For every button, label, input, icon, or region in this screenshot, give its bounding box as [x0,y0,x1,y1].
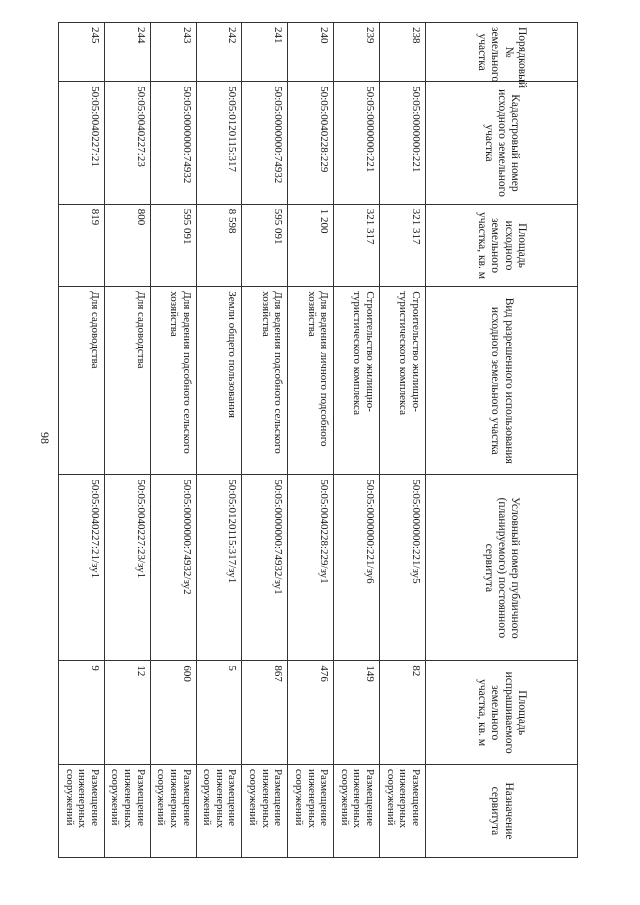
cell-permitted-use: Земли общего пользования [196,287,242,475]
cell-servitude-purpose: Размещение инженерных сооружений [380,764,426,857]
cell-plot-number: 238 [380,23,426,82]
cell-servitude-purpose: Размещение инженерных сооружений [59,764,105,857]
cell-source-area: 321 317 [380,204,426,286]
cell-plot-number: 241 [242,23,288,82]
cell-plot-number: 243 [150,23,196,82]
cell-source-area: 819 [59,204,105,286]
cell-plot-number: 242 [196,23,242,82]
cell-servitude-purpose: Размещение инженерных сооружений [288,764,334,857]
cell-cadastral-number: 50:05:0040227:23 [104,82,150,205]
cell-servitude-purpose: Размещение инженерных сооружений [150,764,196,857]
cell-requested-area: 5 [196,661,242,765]
header-source-area: Площадь исходного земельного участка, кв. м [426,204,578,286]
cell-cadastral-number: 50:05:0040227:21 [59,82,105,205]
cell-cadastral-number: 50:05:0000000:221 [334,82,380,205]
table-row [380,23,426,858]
cell-permitted-use: Для ведения подсобного сельского хозяйства [150,287,196,475]
cell-source-area: 595 091 [242,204,288,286]
cell-servitude-purpose: Размещение инженерных сооружений [334,764,380,857]
table-row [59,23,105,858]
cell-plot-number: 239 [334,23,380,82]
cell-source-area: 321 317 [334,204,380,286]
cell-servitude-number: 50:05:0040227:23/зу1 [104,475,150,661]
cell-permitted-use: Строительство жилищно-туристического комплекса [334,287,380,475]
cell-requested-area: 12 [104,661,150,765]
cell-servitude-number: 50:05:0000000:74932/зу2 [150,475,196,661]
cell-permitted-use: Строительство жилищно-туристического комплекса [380,287,426,475]
table-header-row [426,23,578,858]
header-requested-area: Площадь испрашиваемого земельного участка, кв. м [426,661,578,765]
cell-source-area: 800 [104,204,150,286]
cell-plot-number: 240 [288,23,334,82]
header-cadastral-number: Кадастровый номер исходного земельного участка [426,82,578,205]
rotated-table-container [58,22,578,858]
cell-source-area: 595 091 [150,204,196,286]
cell-servitude-purpose: Размещение инженерных сооружений [104,764,150,857]
servitude-table [58,22,578,858]
cell-cadastral-number: 50:05:0000000:74932 [150,82,196,205]
page-number: 98 [38,432,52,444]
cell-source-area: 8 598 [196,204,242,286]
cell-requested-area: 476 [288,661,334,765]
cell-permitted-use: Для ведения личного подсобного хозяйства [288,287,334,475]
cell-cadastral-number: 50:05:0040228:229 [288,82,334,205]
cell-permitted-use: Для ведения подсобного сельского хозяйства [242,287,288,475]
cell-requested-area: 9 [59,661,105,765]
cell-plot-number: 244 [104,23,150,82]
header-servitude-purpose: Назначение сервитута [426,764,578,857]
cell-cadastral-number: 50:05:0000000:74932 [242,82,288,205]
table-row [242,23,288,858]
header-permitted-use: Вид разрешенного использования исходного земельного участка [426,287,578,475]
cell-servitude-purpose: Размещение инженерных сооружений [196,764,242,857]
cell-servitude-number: 50:05:0000000:221/зу5 [380,475,426,661]
cell-requested-area: 600 [150,661,196,765]
cell-servitude-purpose: Размещение инженерных сооружений [242,764,288,857]
table-row [196,23,242,858]
cell-servitude-number: 50:05:0000000:221/зу6 [334,475,380,661]
cell-requested-area: 82 [380,661,426,765]
table-row [104,23,150,858]
cell-cadastral-number: 50:05:0120115:317 [196,82,242,205]
cell-cadastral-number: 50:05:0000000:221 [380,82,426,205]
cell-plot-number: 245 [59,23,105,82]
cell-requested-area: 149 [334,661,380,765]
document-sheet [58,22,578,858]
table-row [288,23,334,858]
cell-source-area: 1 200 [288,204,334,286]
header-servitude-number: Условный номер публичного (планируемого) постоянного сервитута [426,475,578,661]
table-row [150,23,196,858]
cell-requested-area: 867 [242,661,288,765]
cell-permitted-use: Для садоводства [104,287,150,475]
table-row [334,23,380,858]
cell-permitted-use: Для садоводства [59,287,105,475]
cell-servitude-number: 50:05:0120115:317/зу1 [196,475,242,661]
header-plot-number: Порядковый № земельного участка [426,23,578,82]
cell-servitude-number: 50:05:0040227:21/зу1 [59,475,105,661]
cell-servitude-number: 50:05:0000000:74932/зу1 [242,475,288,661]
cell-servitude-number: 50:05:0040228:229/зу1 [288,475,334,661]
